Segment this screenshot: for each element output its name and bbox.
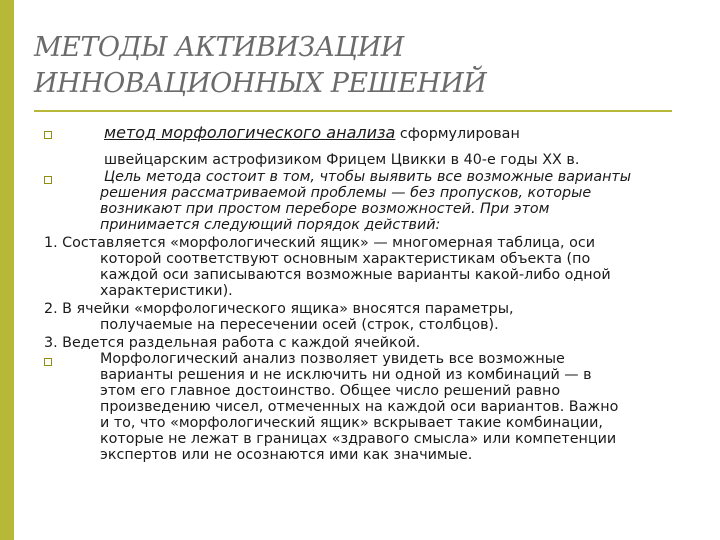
bullet-square-icon (44, 131, 52, 139)
bullet-2-line-3: возникают при простом переборе возможностей. При этом (100, 201, 550, 217)
bullet-3-line-5: и то, что «морфологический ящик» вскрывает такие комбинации, (100, 415, 603, 431)
step-2-line-1: 2. В ячейки «морфологического ящика» вносятся параметры, (44, 301, 514, 317)
bullet-1-line-2: швейцарским астрофизиком Фрицем Цвикки в 40-е годы XX в. (104, 152, 580, 168)
step-3-line-1: 3. Ведется раздельная работа с каждой ячейкой. (44, 335, 421, 351)
bullet-3-line-6: которые не лежат в границах «здравого смысла» или компетенции (100, 431, 617, 447)
title-line-2: ИННОВАЦИОННЫХ РЕШЕНИЙ (34, 68, 487, 99)
method-name: метод морфологического анализа (104, 123, 396, 142)
bullet-3-line-2: варианты решения и не исключить ни одной из комбинаций — в (100, 367, 592, 383)
bullet-2-line-4: принимается следующий порядок действий: (100, 217, 441, 233)
bullet-3-line-4: произведению чисел, отмеченных на каждой оси вариантов. Важно (100, 399, 619, 415)
bullet-1-rest: сформулирован (395, 126, 520, 142)
step-1-line-3: каждой оси записываются возможные варианты какой-либо одной (100, 267, 611, 283)
bullet-3-line-7: экспертов или не осознаются ими как значимые. (100, 447, 473, 463)
step-1-line-1: 1. Составляется «морфологический ящик» — многомерная таблица, оси (44, 235, 596, 251)
bullet-2-line-2: решения рассматриваемой проблемы — без пропусков, которые (100, 185, 592, 201)
step-1-line-2: которой соответствуют основным характеристикам объекта (по (100, 251, 591, 267)
step-2-line-2: получаемые на пересечении осей (строк, столбцов). (100, 317, 499, 333)
bullet-square-icon (44, 176, 52, 184)
title-line-1: МЕТОДЫ АКТИВИЗАЦИИ (34, 32, 404, 63)
step-1-line-4: характеристики). (100, 283, 233, 299)
bullet-3-line-3: этом его главное достоинство. Общее число решений равно (100, 383, 561, 399)
bullet-square-icon (44, 358, 52, 366)
bullet-1-line-1 (104, 125, 520, 143)
bullet-3-line-1: Морфологический анализ позволяет увидеть все возможные (100, 351, 565, 367)
bullet-2-line-1: Цель метода состоит в том, чтобы выявить все возможные варианты (104, 169, 632, 185)
